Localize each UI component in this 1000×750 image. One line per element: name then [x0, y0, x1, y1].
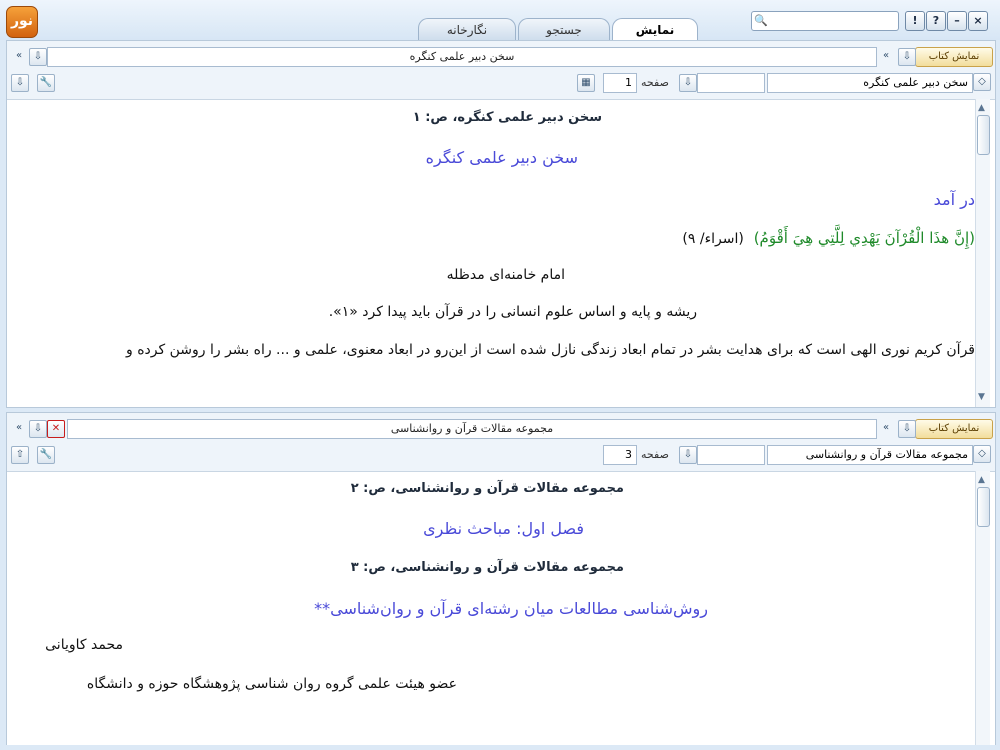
show-book-button[interactable]: نمایش کتاب [915, 419, 993, 439]
search-input[interactable] [751, 11, 899, 31]
reader-panel-2 [6, 412, 996, 747]
tag-icon[interactable]: ◇ [973, 73, 991, 91]
down-arrow-icon[interactable]: ⇩ [29, 420, 47, 438]
paragraph-text: قرآن کریم نوری الهی است که برای هدایت بشر در تمام ابعاد زندگی نازل شده است از این‌رو در ابعاد معنوی، علمی و ... راه بشر را روشن کرده و [125, 342, 975, 358]
down-arrow-icon[interactable]: ⇩ [679, 446, 697, 464]
tab-search[interactable]: جستجو [518, 18, 610, 41]
scrollbar[interactable] [975, 99, 990, 407]
scroll-down-icon[interactable]: ▼ [978, 392, 985, 402]
tab-gallery[interactable]: نگارخانه [418, 18, 516, 41]
scroll-up-icon[interactable]: ▲ [978, 475, 985, 485]
pages-icon[interactable]: ▦ [577, 74, 595, 92]
article-title: روش‌شناسی مطالعات میان رشته‌ای قرآن و روان‌شناسی** [314, 599, 708, 618]
search-icon: 🔍 [754, 14, 768, 27]
back-icon[interactable]: « [15, 422, 23, 433]
scrollbar[interactable] [975, 471, 990, 746]
back-icon[interactable]: « [882, 422, 890, 433]
scroll-up-icon[interactable]: ▲ [978, 103, 985, 113]
book-title-field[interactable]: سخن دبیر علمی کنگره [47, 47, 877, 67]
back-icon[interactable]: « [882, 50, 890, 61]
page-number-field[interactable]: 3 [603, 445, 637, 465]
page-jump-field[interactable] [697, 445, 765, 465]
verse-line [682, 229, 975, 247]
down-arrow-icon[interactable]: ⇩ [29, 48, 47, 66]
info-button[interactable]: ! [905, 11, 925, 31]
minimize-button[interactable]: – [947, 11, 967, 31]
close-button[interactable]: × [968, 11, 988, 31]
quote-author: امام خامنه‌ای مدظله [446, 267, 565, 283]
panel-2-content [7, 471, 975, 746]
wrench-icon[interactable]: 🔧 [37, 446, 55, 464]
down-arrow-icon[interactable]: ⇩ [898, 48, 916, 66]
app-logo: نور [6, 6, 38, 38]
down-arrow-icon[interactable]: ⇩ [679, 74, 697, 92]
back-icon[interactable]: « [15, 50, 23, 61]
page-label: صفحه [641, 448, 669, 461]
author-name: محمد کاویانی [45, 637, 123, 653]
window-border [0, 745, 1000, 750]
wrench-icon[interactable]: 🔧 [37, 74, 55, 92]
page-heading: مجموعه مقالات قرآن و روانشناسی، ص: ۳ [350, 560, 624, 575]
chapter-select[interactable]: سخن دبیر علمی کنگره [767, 73, 973, 93]
book-title-field[interactable]: مجموعه مقالات قرآن و روانشناسی [67, 419, 877, 439]
down-arrow-icon[interactable]: ⇩ [898, 420, 916, 438]
page-jump-field[interactable] [697, 73, 765, 93]
reader-panel-1 [6, 40, 996, 408]
subsection-title: در آمد [933, 190, 975, 209]
chapter-select[interactable]: مجموعه مقالات قرآن و روانشناسی [767, 445, 973, 465]
show-book-button[interactable]: نمایش کتاب [915, 47, 993, 67]
author-affiliation: عضو هیئت علمی گروه روان شناسی پژوهشگاه حوزه و دانشگاه [86, 676, 457, 692]
quran-verse: (إِنَّ هذَا الْقُرْآنَ يَهْدِي لِلَّتِي هِيَ أَقْوَمُ) [753, 229, 975, 247]
page-label: صفحه [641, 76, 669, 89]
tab-show[interactable]: نمایش [612, 18, 698, 42]
section-title: فصل اول: مباحث نظری [423, 519, 584, 538]
page-heading: سخن دبیر علمی کنگره، ص: ۱ [412, 110, 602, 125]
close-book-icon[interactable]: ✕ [47, 420, 65, 438]
section-title: سخن دبیر علمی کنگره [425, 148, 578, 167]
up-arrow-icon[interactable]: ⇩ [11, 74, 29, 92]
help-button[interactable]: ? [926, 11, 946, 31]
scroll-thumb[interactable] [977, 115, 990, 155]
quote-text: ریشه و پایه و اساس علوم انسانی را در قرآن باید پیدا کرد «۱». [328, 304, 697, 320]
tag-icon[interactable]: ◇ [973, 445, 991, 463]
verse-reference: (اسراء/ ۹) [682, 231, 744, 247]
scroll-thumb[interactable] [977, 487, 990, 527]
page-heading: مجموعه مقالات قرآن و روانشناسی، ص: ۲ [350, 481, 624, 496]
panel-1-content [7, 99, 975, 407]
page-number-field[interactable]: 1 [603, 73, 637, 93]
up-arrow-icon[interactable]: ⇧ [11, 446, 29, 464]
